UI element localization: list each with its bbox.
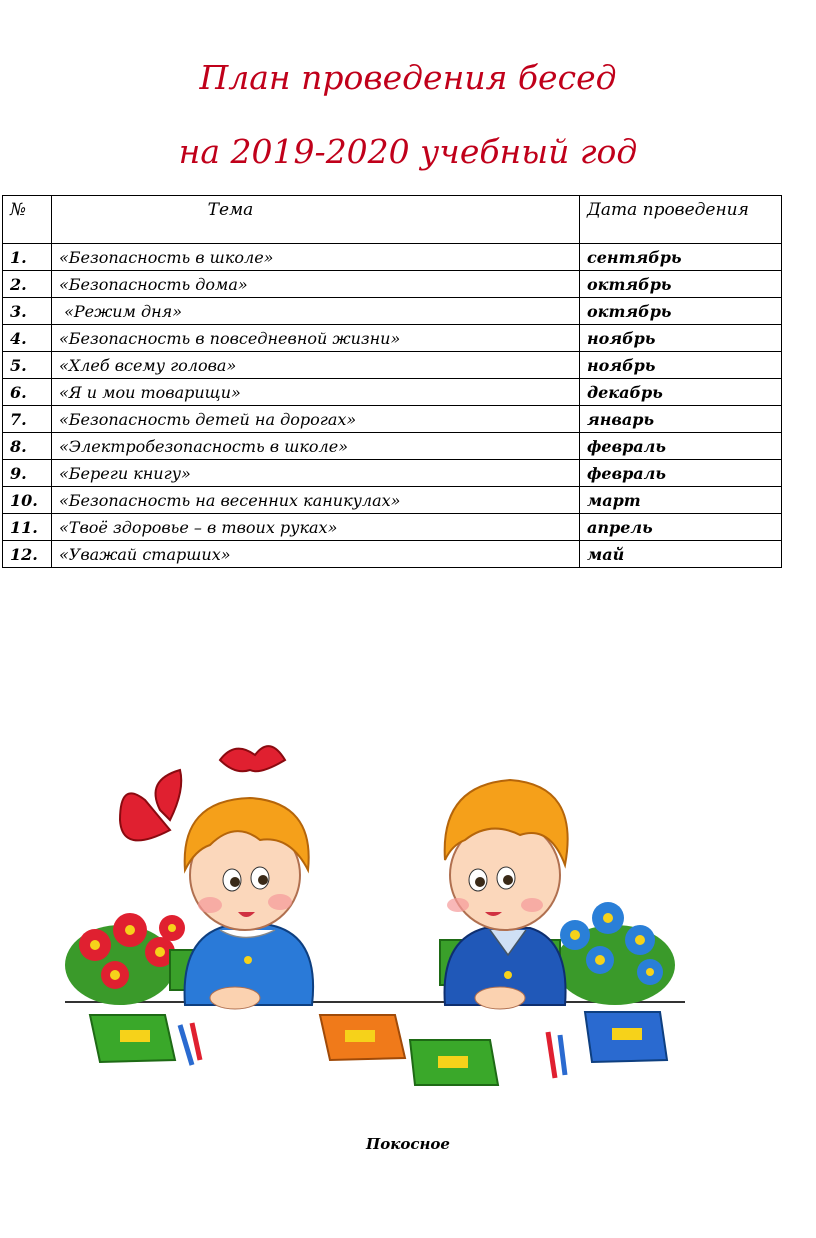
row-theme: «Безопасность на весенних каникулах» <box>52 487 580 514</box>
table-header-row <box>3 196 782 244</box>
row-date: сентябрь <box>580 244 782 271</box>
table-row <box>3 514 782 541</box>
row-date: февраль <box>580 433 782 460</box>
row-date: ноябрь <box>580 325 782 352</box>
table-row <box>3 244 782 271</box>
table-row <box>3 325 782 352</box>
table-row <box>3 406 782 433</box>
row-date: март <box>580 487 782 514</box>
row-date: апрель <box>580 514 782 541</box>
row-date: май <box>580 541 782 568</box>
row-theme: «Хлеб всему голова» <box>52 352 580 379</box>
row-num: 3. <box>3 298 52 325</box>
row-num: 11. <box>3 514 52 541</box>
header-date: Дата проведения <box>580 196 782 244</box>
red-flowers <box>65 913 185 1005</box>
schedule-table <box>2 195 782 568</box>
row-theme: «Режим дня» <box>52 298 580 325</box>
row-date: ноябрь <box>580 352 782 379</box>
blue-flowers <box>555 902 675 1005</box>
caption-place: Покосное <box>366 1135 450 1153</box>
row-theme: «Электробезопасность в школе» <box>52 433 580 460</box>
row-num: 4. <box>3 325 52 352</box>
row-num: 2. <box>3 271 52 298</box>
children-at-desk-illustration <box>60 740 700 1100</box>
row-num: 10. <box>3 487 52 514</box>
table-row <box>3 379 782 406</box>
row-date: октябрь <box>580 271 782 298</box>
table-row <box>3 460 782 487</box>
row-num: 9. <box>3 460 52 487</box>
row-theme: «Береги книгу» <box>52 460 580 487</box>
table-row <box>3 352 782 379</box>
books <box>90 1012 667 1085</box>
row-theme: «Твоё здоровье – в твоих руках» <box>52 514 580 541</box>
row-date: октябрь <box>580 298 782 325</box>
row-num: 1. <box>3 244 52 271</box>
row-theme: «Безопасность дома» <box>52 271 580 298</box>
title-line-2: на 2019-2020 учебный год <box>178 132 638 171</box>
table-row <box>3 298 782 325</box>
row-date: февраль <box>580 460 782 487</box>
boy <box>445 780 568 1009</box>
table-row <box>3 541 782 568</box>
row-theme: «Я и мои товарищи» <box>52 379 580 406</box>
row-num: 12. <box>3 541 52 568</box>
row-num: 7. <box>3 406 52 433</box>
title-line-1: План проведения бесед <box>199 58 617 97</box>
row-num: 6. <box>3 379 52 406</box>
row-theme: «Уважай старших» <box>52 541 580 568</box>
row-num: 8. <box>3 433 52 460</box>
row-theme: «Безопасность в повседневной жизни» <box>52 325 580 352</box>
row-num: 5. <box>3 352 52 379</box>
row-theme: «Безопасность в школе» <box>52 244 580 271</box>
row-date: январь <box>580 406 782 433</box>
row-date: декабрь <box>580 379 782 406</box>
table-row <box>3 487 782 514</box>
header-theme: Тема <box>52 196 580 244</box>
table-row <box>3 433 782 460</box>
table-row <box>3 271 782 298</box>
row-theme: «Безопасность детей на дорогах» <box>52 406 580 433</box>
header-num: № <box>3 196 52 244</box>
